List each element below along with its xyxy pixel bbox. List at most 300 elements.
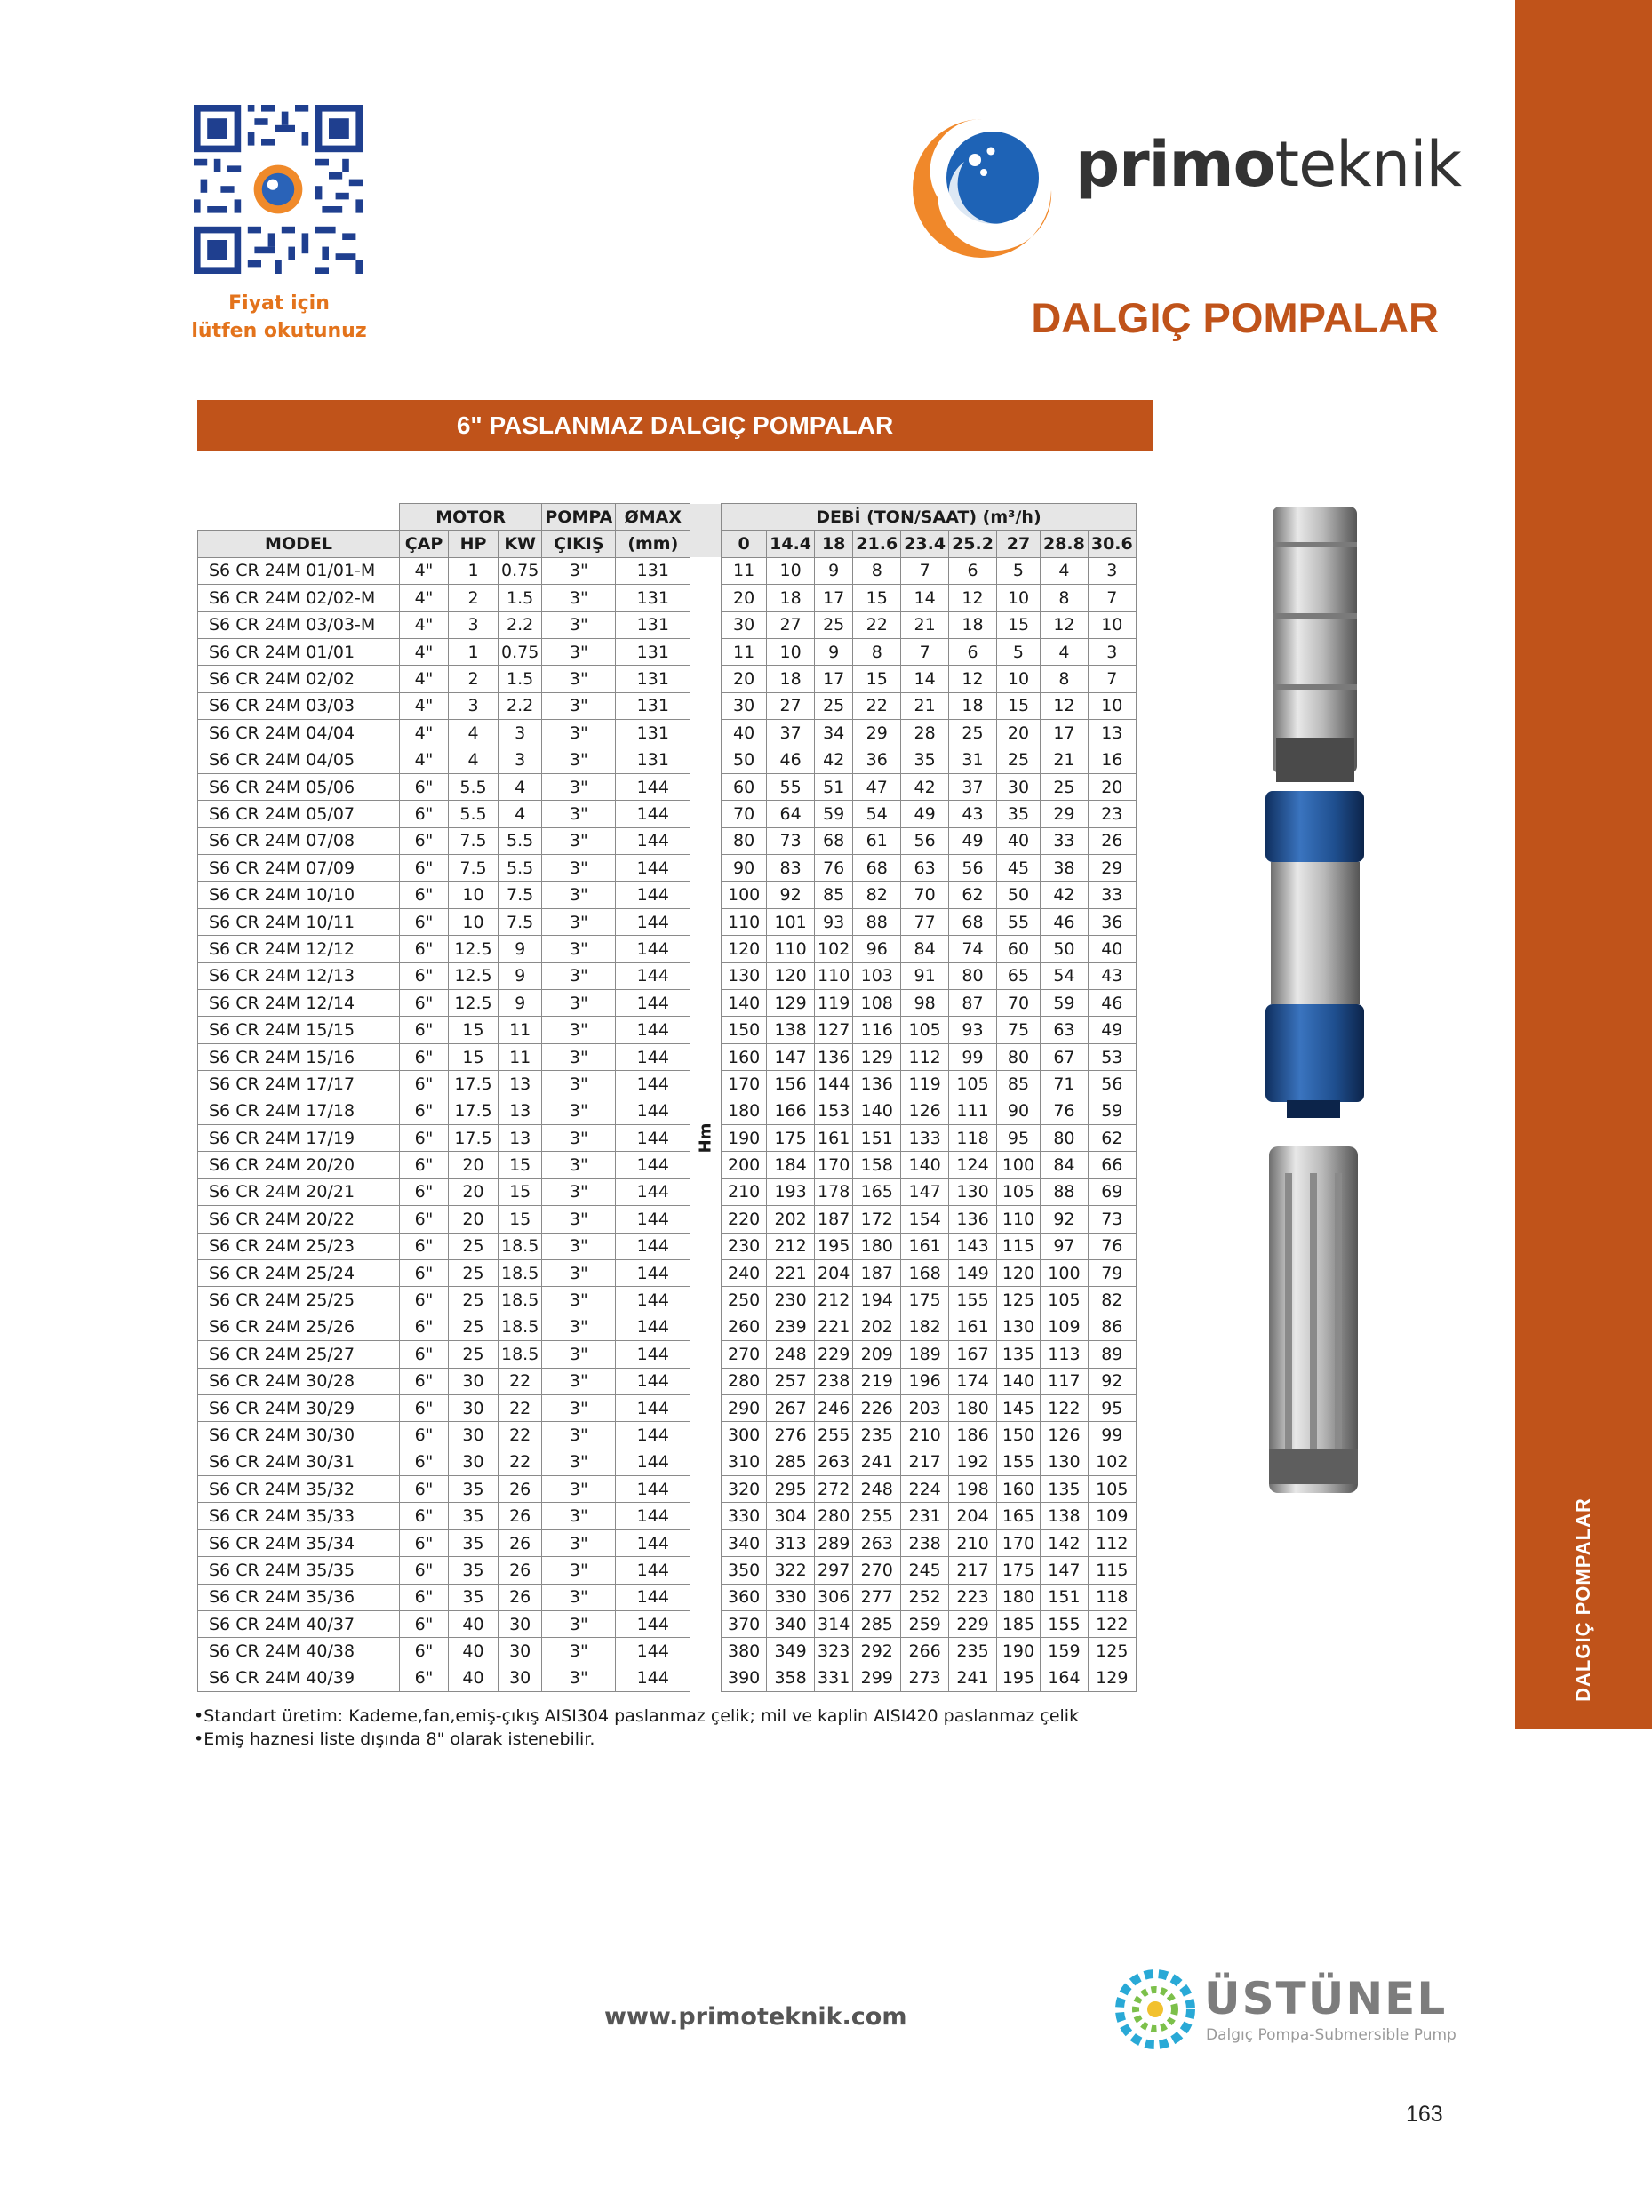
header-cap: ÇAP [400,531,449,557]
model-cell: S6 CR 24M 30/30 [198,1422,400,1449]
value-cell: 50 [996,882,1040,908]
value-cell: 260 [722,1314,767,1340]
value-cell: 84 [901,936,949,962]
value-cell: 155 [996,1449,1040,1475]
gap-cell [690,1368,722,1394]
value-cell: 129 [1088,1665,1136,1691]
value-cell: 46 [767,747,815,773]
gap-cell [690,1638,722,1665]
table-row [198,747,1137,773]
value-cell: 3" [542,1476,616,1503]
model-cell: S6 CR 24M 17/19 [198,1124,400,1151]
value-cell: 3" [542,557,616,584]
value-cell: 83 [767,855,815,882]
value-cell: 18.5 [499,1314,542,1340]
header-model: MODEL [198,531,400,557]
table-row [198,1124,1137,1151]
value-cell: 313 [767,1529,815,1556]
value-cell: 26 [499,1503,542,1529]
value-cell: 164 [1040,1665,1088,1691]
value-cell: 74 [949,936,997,962]
value-cell: 263 [815,1449,853,1475]
value-cell: 147 [767,1043,815,1070]
value-cell: 6" [400,1368,449,1394]
value-cell: 6 [949,638,997,665]
value-cell: 102 [1088,1449,1136,1475]
value-cell: 292 [853,1638,901,1665]
value-cell: 131 [616,585,690,611]
table-row [198,855,1137,882]
value-cell: 156 [767,1071,815,1098]
value-cell: 3" [542,827,616,854]
value-cell: 49 [949,827,997,854]
value-cell: 3" [542,611,616,638]
value-cell: 59 [1088,1098,1136,1124]
value-cell: 30 [722,692,767,719]
value-cell: 10 [449,882,499,908]
note-line: •Standart üretim: Kademe,fan,emiş-çıkış AISI304 paslanmaz çelik; mil ve kaplin AISI420 paslanmaz çelik [194,1706,1080,1726]
value-cell: 119 [815,990,853,1017]
model-cell: S6 CR 24M 15/16 [198,1043,400,1070]
value-cell: 6" [400,1314,449,1340]
value-cell: 18 [767,585,815,611]
value-cell: 93 [949,1017,997,1043]
value-cell: 15 [449,1017,499,1043]
value-cell: 75 [996,1017,1040,1043]
value-cell: 7.5 [449,827,499,854]
value-cell: 3" [542,692,616,719]
qr-caption-line2: lütfen okutunuz [191,320,367,342]
value-cell: 276 [767,1422,815,1449]
value-cell: 358 [767,1665,815,1691]
header-flow-rate: 14.4 [767,531,815,557]
value-cell: 3" [542,855,616,882]
value-cell: 80 [996,1043,1040,1070]
value-cell: 144 [616,962,690,989]
value-cell: 3" [542,1611,616,1638]
value-cell: 130 [996,1314,1040,1340]
gap-cell [690,585,722,611]
value-cell: 175 [996,1557,1040,1584]
value-cell: 295 [767,1476,815,1503]
value-cell: 17 [815,585,853,611]
value-cell: 15 [996,611,1040,638]
header-flow-rate: 27 [996,531,1040,557]
value-cell: 210 [901,1422,949,1449]
value-cell: 150 [996,1422,1040,1449]
value-cell: 6" [400,1233,449,1259]
value-cell: 3" [542,1422,616,1449]
value-cell: 11 [722,638,767,665]
value-cell: 93 [815,908,853,935]
gap-cell [690,962,722,989]
value-cell: 135 [996,1341,1040,1368]
value-cell: 12 [1040,692,1088,719]
model-cell: S6 CR 24M 20/21 [198,1178,400,1205]
value-cell: 221 [815,1314,853,1340]
table-row [198,882,1137,908]
value-cell: 144 [616,1584,690,1610]
value-cell: 144 [616,1124,690,1151]
model-cell: S6 CR 24M 35/36 [198,1584,400,1610]
header-blank [198,504,400,531]
value-cell: 7.5 [499,882,542,908]
table-row [198,1529,1137,1556]
value-cell: 8 [853,638,901,665]
page-heading: DALGIÇ POMPALAR [1031,294,1439,341]
value-cell: 103 [853,962,901,989]
table-row [198,1043,1137,1070]
value-cell: 320 [722,1476,767,1503]
value-cell: 170 [996,1529,1040,1556]
value-cell: 182 [901,1314,949,1340]
table-row [198,1287,1137,1314]
gap-cell [690,1259,722,1286]
brand-logo [902,108,1462,268]
gap-cell [690,1449,722,1475]
value-cell: 0.75 [499,638,542,665]
gap-cell [690,1394,722,1421]
model-cell: S6 CR 24M 30/29 [198,1394,400,1421]
value-cell: 40 [449,1665,499,1691]
qr-caption [174,290,384,345]
value-cell: 212 [815,1287,853,1314]
value-cell: 6" [400,1178,449,1205]
value-cell: 20 [449,1178,499,1205]
value-cell: 204 [815,1259,853,1286]
value-cell: 13 [499,1071,542,1098]
value-cell: 12 [949,666,997,692]
gap-cell [690,1314,722,1340]
value-cell: 25 [449,1314,499,1340]
value-cell: 144 [616,990,690,1017]
value-cell: 3" [542,1043,616,1070]
value-cell: 144 [616,1422,690,1449]
value-cell: 22 [499,1394,542,1421]
value-cell: 166 [767,1098,815,1124]
value-cell: 267 [767,1394,815,1421]
value-cell: 10 [1088,692,1136,719]
value-cell: 147 [901,1178,949,1205]
table-row [198,611,1137,638]
header-kw: KW [499,531,542,557]
value-cell: 70 [722,801,767,827]
value-cell: 239 [767,1314,815,1340]
value-cell: 6" [400,1017,449,1043]
value-cell: 175 [901,1287,949,1314]
value-cell: 3" [542,1665,616,1691]
value-cell: 6" [400,1394,449,1421]
value-cell: 217 [949,1557,997,1584]
table-row [198,692,1137,719]
value-cell: 84 [1040,1152,1088,1178]
value-cell: 43 [949,801,997,827]
value-cell: 273 [901,1665,949,1691]
value-cell: 109 [1088,1503,1136,1529]
value-cell: 231 [901,1503,949,1529]
table-row [198,1503,1137,1529]
value-cell: 203 [901,1394,949,1421]
model-cell: S6 CR 24M 35/32 [198,1476,400,1503]
value-cell: 153 [815,1098,853,1124]
model-cell: S6 CR 24M 25/26 [198,1314,400,1340]
value-cell: 56 [949,855,997,882]
value-cell: 76 [1040,1098,1088,1124]
notes [194,1705,1079,1751]
value-cell: 165 [996,1503,1040,1529]
value-cell: 96 [853,936,901,962]
model-cell: S6 CR 24M 35/34 [198,1529,400,1556]
value-cell: 11 [722,557,767,584]
table-row [198,557,1137,584]
value-cell: 47 [853,773,901,800]
table-row [198,827,1137,854]
value-cell: 4" [400,638,449,665]
gap-cell [690,747,722,773]
value-cell: 35 [449,1503,499,1529]
model-cell: S6 CR 24M 07/08 [198,827,400,854]
value-cell: 22 [853,611,901,638]
value-cell: 144 [616,1259,690,1286]
header-flow-rate: 23.4 [901,531,949,557]
table-row [198,962,1137,989]
value-cell: 263 [853,1529,901,1556]
value-cell: 12.5 [449,936,499,962]
value-cell: 145 [996,1394,1040,1421]
value-cell: 99 [1088,1422,1136,1449]
value-cell: 151 [853,1124,901,1151]
value-cell: 5.5 [449,773,499,800]
value-cell: 127 [815,1017,853,1043]
value-cell: 144 [616,1017,690,1043]
value-cell: 193 [767,1178,815,1205]
value-cell: 6" [400,1638,449,1665]
table-row [198,1017,1137,1043]
header-flow-rate: 0 [722,531,767,557]
gap-cell [690,1071,722,1098]
value-cell: 30 [499,1638,542,1665]
value-cell: 3 [1088,638,1136,665]
value-cell: 59 [1040,990,1088,1017]
value-cell: 33 [1088,882,1136,908]
gap-cell [690,1422,722,1449]
model-cell: S6 CR 24M 12/13 [198,962,400,989]
value-cell: 144 [616,1611,690,1638]
model-cell: S6 CR 24M 25/23 [198,1233,400,1259]
table-row [198,936,1137,962]
value-cell: 6" [400,1503,449,1529]
value-cell: 0.75 [499,557,542,584]
value-cell: 217 [901,1449,949,1475]
table-row [198,1178,1137,1205]
value-cell: 3" [542,962,616,989]
value-cell: 73 [767,827,815,854]
value-cell: 66 [1088,1152,1136,1178]
value-cell: 248 [767,1341,815,1368]
value-cell: 158 [853,1152,901,1178]
model-cell: S6 CR 24M 40/39 [198,1665,400,1691]
table-row [198,1557,1137,1584]
side-accent-bar [1515,0,1652,1729]
value-cell: 330 [767,1584,815,1610]
value-cell: 105 [901,1017,949,1043]
value-cell: 144 [616,773,690,800]
value-cell: 4 [499,801,542,827]
value-cell: 3" [542,1584,616,1610]
model-cell: S6 CR 24M 40/38 [198,1638,400,1665]
value-cell: 68 [853,855,901,882]
value-cell: 110 [815,962,853,989]
value-cell: 144 [616,1503,690,1529]
table-column-header-row [198,531,1137,557]
value-cell: 21 [901,611,949,638]
value-cell: 46 [1088,990,1136,1017]
header-flow-rate: 28.8 [1040,531,1088,557]
value-cell: 6" [400,1341,449,1368]
model-cell: S6 CR 24M 17/18 [198,1098,400,1124]
value-cell: 144 [616,1152,690,1178]
value-cell: 238 [901,1529,949,1556]
value-cell: 20 [722,666,767,692]
table-row [198,1098,1137,1124]
value-cell: 129 [853,1043,901,1070]
value-cell: 115 [1088,1557,1136,1584]
value-cell: 125 [1088,1638,1136,1665]
value-cell: 144 [616,908,690,935]
value-cell: 14 [901,585,949,611]
value-cell: 50 [722,747,767,773]
value-cell: 6" [400,936,449,962]
value-cell: 88 [1040,1178,1088,1205]
value-cell: 270 [853,1557,901,1584]
value-cell: 18.5 [499,1233,542,1259]
value-cell: 35 [449,1584,499,1610]
value-cell: 3" [542,773,616,800]
website-link[interactable]: www.primoteknik.com [604,2003,907,2031]
gap-cell [690,936,722,962]
value-cell: 3" [542,720,616,747]
value-cell: 144 [616,855,690,882]
value-cell: 22 [853,692,901,719]
value-cell: 144 [616,1206,690,1233]
value-cell: 255 [853,1503,901,1529]
value-cell: 4" [400,585,449,611]
brand-logo-icon [902,108,1062,268]
value-cell: 11 [499,1017,542,1043]
value-cell: 31 [949,747,997,773]
value-cell: 3" [542,908,616,935]
value-cell: 161 [815,1124,853,1151]
value-cell: 25 [815,692,853,719]
value-cell: 115 [996,1233,1040,1259]
gap-cell [690,1017,722,1043]
value-cell: 280 [815,1503,853,1529]
value-cell: 259 [901,1611,949,1638]
value-cell: 174 [949,1368,997,1394]
value-cell: 143 [949,1233,997,1259]
table-row [198,666,1137,692]
value-cell: 35 [449,1529,499,1556]
value-cell: 170 [815,1152,853,1178]
value-cell: 40 [449,1638,499,1665]
value-cell: 130 [949,1178,997,1205]
value-cell: 246 [815,1394,853,1421]
value-cell: 310 [722,1449,767,1475]
qr-code [194,105,363,274]
value-cell: 144 [616,827,690,854]
table-row [198,1152,1137,1178]
value-cell: 4 [449,747,499,773]
value-cell: 144 [616,1233,690,1259]
value-cell: 7 [901,557,949,584]
value-cell: 204 [949,1503,997,1529]
value-cell: 14 [901,666,949,692]
value-cell: 130 [722,962,767,989]
value-cell: 91 [901,962,949,989]
value-cell: 248 [853,1476,901,1503]
value-cell: 4 [499,773,542,800]
value-cell: 26 [499,1529,542,1556]
value-cell: 3 [1088,557,1136,584]
value-cell: 76 [815,855,853,882]
value-cell: 3" [542,638,616,665]
value-cell: 13 [499,1098,542,1124]
value-cell: 3" [542,1638,616,1665]
gap-cell [690,827,722,854]
value-cell: 23 [1088,801,1136,827]
value-cell: 76 [1088,1233,1136,1259]
value-cell: 349 [767,1638,815,1665]
value-cell: 80 [1040,1124,1088,1151]
model-cell: S6 CR 24M 12/14 [198,990,400,1017]
value-cell: 6" [400,882,449,908]
value-cell: 200 [722,1152,767,1178]
section-title: 6" PASLANMAZ DALGIÇ POMPALAR [197,400,1153,451]
value-cell: 131 [616,557,690,584]
model-cell: S6 CR 24M 12/12 [198,936,400,962]
gap-cell [690,666,722,692]
value-cell: 3" [542,1503,616,1529]
header-hp: HP [449,531,499,557]
gap-cell [690,1584,722,1610]
table-row [198,1259,1137,1286]
value-cell: 108 [853,990,901,1017]
side-label: DALGIÇ POMPALAR [1572,1497,1594,1702]
brand-name [1075,128,1461,201]
value-cell: 30 [449,1422,499,1449]
value-cell: 42 [901,773,949,800]
value-cell: 30 [499,1611,542,1638]
value-cell: 21 [901,692,949,719]
value-cell: 62 [949,882,997,908]
value-cell: 192 [949,1449,997,1475]
value-cell: 140 [901,1152,949,1178]
partner-tagline: Dalgıç Pompa-Submersible Pump [1206,2026,1456,2044]
value-cell: 37 [949,773,997,800]
gap-cell [690,882,722,908]
value-cell: 370 [722,1611,767,1638]
note-line: •Emiş haznesi liste dışında 8" olarak istenebilir. [194,1729,595,1749]
value-cell: 340 [767,1611,815,1638]
value-cell: 105 [1088,1476,1136,1503]
value-cell: 5.5 [499,827,542,854]
value-cell: 18 [767,666,815,692]
gap-cell [690,801,722,827]
value-cell: 8 [853,557,901,584]
value-cell: 144 [616,1557,690,1584]
value-cell: 144 [616,801,690,827]
value-cell: 21 [1040,747,1088,773]
